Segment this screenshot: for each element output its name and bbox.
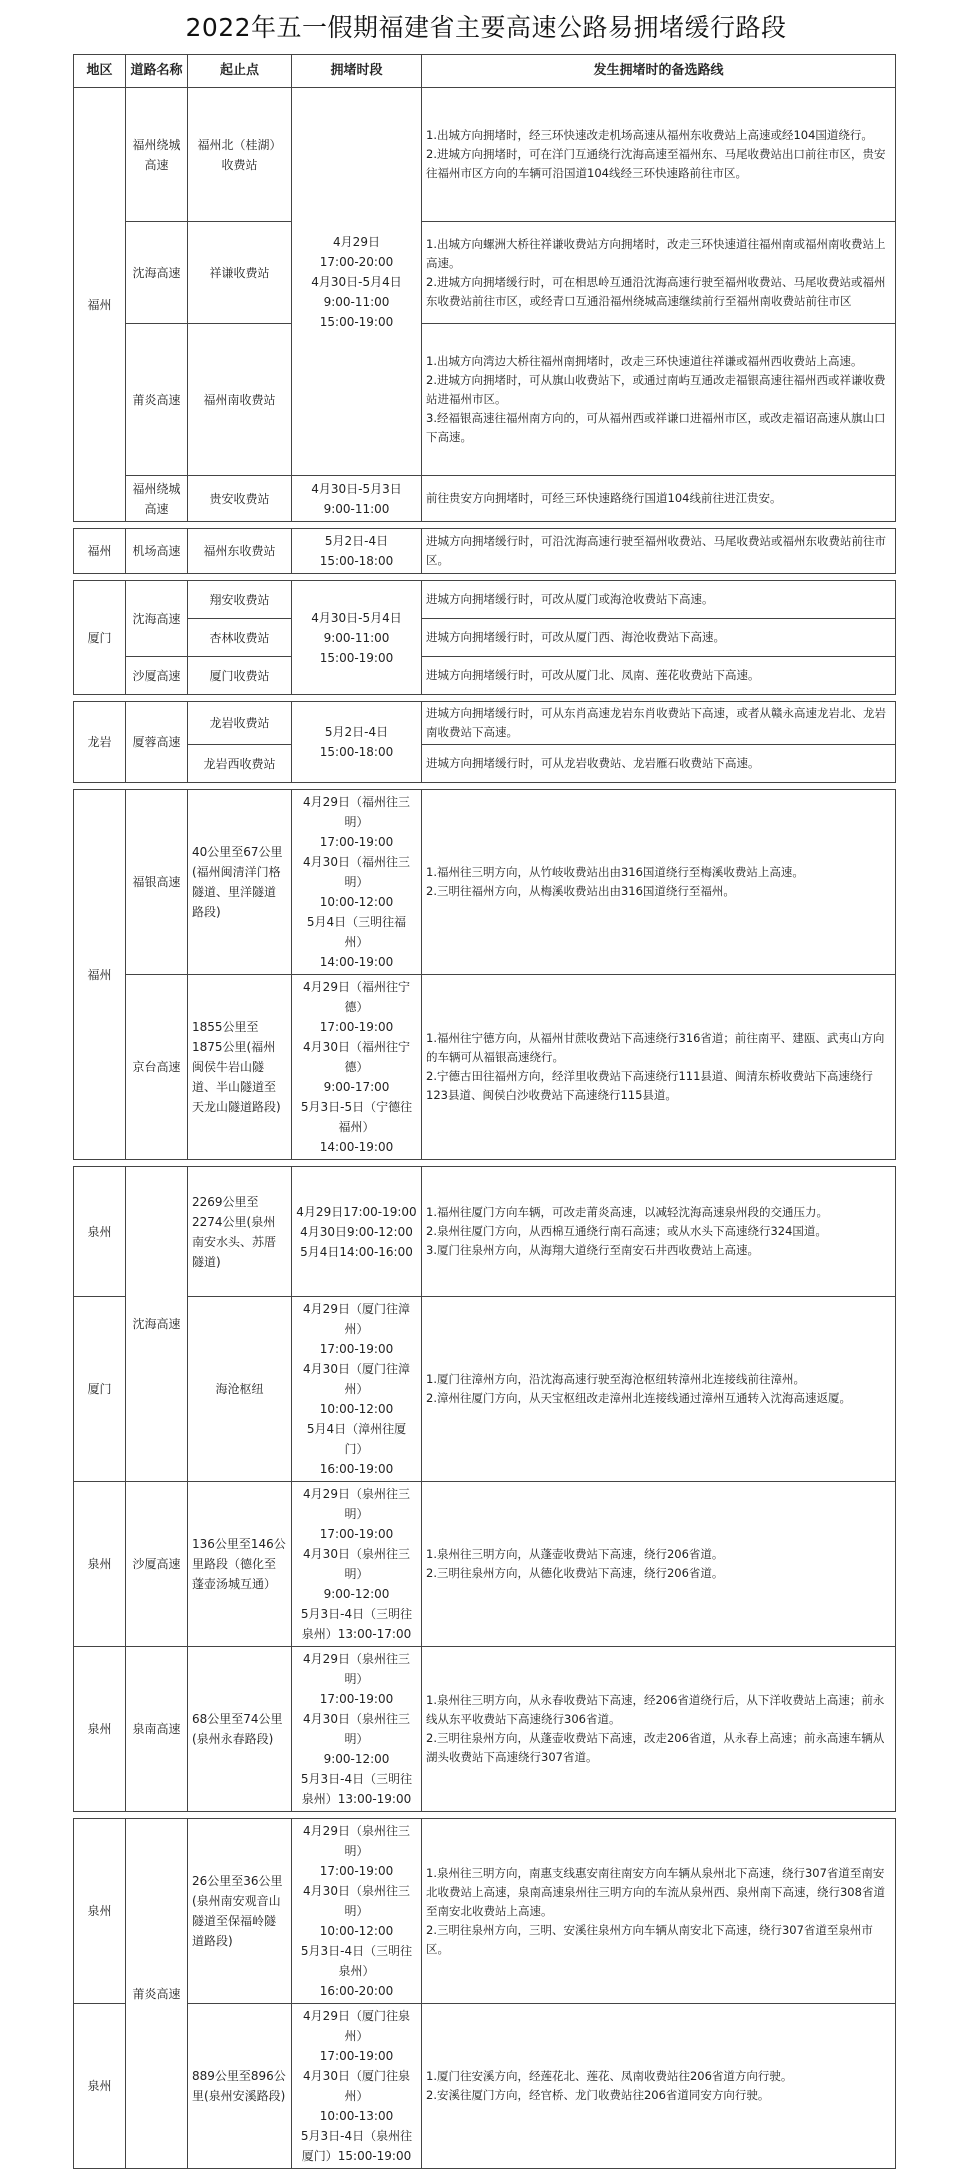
table-row bbox=[74, 702, 896, 745]
segment-cell: 福州东收费站 bbox=[188, 529, 292, 574]
segment-cell: 祥谦收费站 bbox=[188, 222, 292, 324]
table-row bbox=[74, 1482, 896, 1647]
table-row bbox=[74, 324, 896, 476]
table-row bbox=[74, 657, 896, 695]
segment-cell: 68公里至74公里(泉州永春路段) bbox=[188, 1647, 292, 1812]
segment-cell: 杏林收费站 bbox=[188, 619, 292, 657]
segment-cell: 1855公里至1875公里(福州闽侯牛岩山隧道、半山隧道至天龙山隧道路段) bbox=[188, 975, 292, 1160]
time-cell: 4月29日（泉州往三明） 17:00-19:00 4月30日（泉州往三明） 9:00-12:00 5月3日-4日（三明往泉州）13:00-17:00 bbox=[292, 1482, 422, 1647]
table-gap bbox=[74, 574, 896, 581]
segment-cell: 40公里至67公里(福州闽清洋门格隧道、里洋隧道路段) bbox=[188, 790, 292, 975]
route-cell: 前往贵安方向拥堵时，可经三环快速路绕行国道104线前往进江贵安。 bbox=[422, 476, 896, 522]
segment-cell: 厦门收费站 bbox=[188, 657, 292, 695]
time-cell: 4月29日（福州往宁德） 17:00-19:00 4月30日（福州往宁德） 9:00-17:00 5月3日-5日（宁德往福州） 14:00-19:00 bbox=[292, 975, 422, 1160]
segment-cell: 海沧枢纽 bbox=[188, 1297, 292, 1482]
road-cell: 机场高速 bbox=[126, 529, 188, 574]
time-cell: 4月29日（泉州往三明） 17:00-19:00 4月30日（泉州往三明） 10:00-12:00 5月3日-4日（三明往泉州） 16:00-20:00 bbox=[292, 1819, 422, 2004]
region-cell: 福州 bbox=[74, 790, 126, 1160]
table-row bbox=[74, 790, 896, 975]
route-cell: 1.出城方向螺洲大桥往祥谦收费站方向拥堵时，改走三环快速道往福州南或福州南收费站上高速。 2.进城方向拥堵缓行时，可在相思岭互通沿沈海高速行驶至福州收费站、马尾收费站或福州东收费站前往市区，或经青口互通沿福州绕城高速继续前行至福州南收费站前往市区 bbox=[422, 222, 896, 324]
road-cell: 福州绕城高速 bbox=[126, 476, 188, 522]
route-cell: 进城方向拥堵缓行时，可从东肖高速龙岩东肖收费站下高速，或者从赣永高速龙岩北、龙岩南收费站下高速。 bbox=[422, 702, 896, 745]
table-row bbox=[74, 2004, 896, 2169]
road-cell: 莆炎高速 bbox=[126, 1819, 188, 2169]
road-cell: 福银高速 bbox=[126, 790, 188, 975]
route-cell: 进城方向拥堵缓行时，可改从厦门北、凤南、莲花收费站下高速。 bbox=[422, 657, 896, 695]
road-cell: 沈海高速 bbox=[126, 581, 188, 657]
region-cell: 福州 bbox=[74, 88, 126, 522]
segment-cell: 136公里至146公里路段（德化至蓬壶汤城互通） bbox=[188, 1482, 292, 1647]
road-cell: 京台高速 bbox=[126, 975, 188, 1160]
time-cell: 4月29日（福州往三明） 17:00-19:00 4月30日（福州往三明） 10:00-12:00 5月4日（三明往福州） 14:00-19:00 bbox=[292, 790, 422, 975]
time-cell: 4月30日-5月4日 9:00-11:00 15:00-19:00 bbox=[292, 581, 422, 695]
table-gap bbox=[74, 1160, 896, 1167]
region-cell: 厦门 bbox=[74, 1297, 126, 1482]
road-cell: 沙厦高速 bbox=[126, 657, 188, 695]
table-header-row bbox=[74, 55, 896, 88]
road-cell: 泉南高速 bbox=[126, 1647, 188, 1812]
time-cell: 4月29日（厦门往泉州） 17:00-19:00 4月30日（厦门往泉州） 10:00-13:00 5月3日-4日（泉州往厦门）15:00-19:00 bbox=[292, 2004, 422, 2169]
table-gap bbox=[74, 695, 896, 702]
table-row bbox=[74, 88, 896, 222]
table-row bbox=[74, 975, 896, 1160]
time-cell: 5月2日-4日 15:00-18:00 bbox=[292, 702, 422, 783]
region-cell: 厦门 bbox=[74, 581, 126, 695]
congestion-table bbox=[73, 54, 896, 2169]
segment-cell: 贵安收费站 bbox=[188, 476, 292, 522]
segment-cell: 龙岩西收费站 bbox=[188, 745, 292, 783]
table-row bbox=[74, 1167, 896, 1297]
header-route: 发生拥堵时的备选路线 bbox=[422, 55, 896, 88]
route-cell: 1.泉州往三明方向，从永春收费站下高速，经206省道绕行后，从下洋收费站上高速；前永线从东平收费站下高速绕行306省道。 2.三明往泉州方向，从蓬壶收费站下高速，改走206省道，从永春上高速；前永高速车辆从湖头收费站下高速绕行307省道。 bbox=[422, 1647, 896, 1812]
time-cell: 4月29日 17:00-20:00 4月30日-5月4日 9:00-11:00 15:00-19:00 bbox=[292, 88, 422, 476]
route-cell: 1.厦门往安溪方向，经莲花北、莲花、凤南收费站往206省道方向行驶。 2.安溪往厦门方向，经官桥、龙门收费站往206省道同安方向行驶。 bbox=[422, 2004, 896, 2169]
table-row bbox=[74, 745, 896, 783]
road-cell: 福州绕城高速 bbox=[126, 88, 188, 222]
table-row bbox=[74, 529, 896, 574]
header-time: 拥堵时段 bbox=[292, 55, 422, 88]
road-cell: 莆炎高速 bbox=[126, 324, 188, 476]
time-cell: 5月2日-4日 15:00-18:00 bbox=[292, 529, 422, 574]
road-cell: 沈海高速 bbox=[126, 1167, 188, 1482]
header-region: 地区 bbox=[74, 55, 126, 88]
route-cell: 1.福州往三明方向，从竹岐收费站出由316国道绕行至梅溪收费站上高速。 2.三明往福州方向，从梅溪收费站出由316国道绕行至福州。 bbox=[422, 790, 896, 975]
time-cell: 4月30日-5月3日 9:00-11:00 bbox=[292, 476, 422, 522]
time-cell: 4月29日17:00-19:00 4月30日9:00-12:00 5月4日14:00-16:00 bbox=[292, 1167, 422, 1297]
segment-cell: 889公里至896公里(泉州安溪路段) bbox=[188, 2004, 292, 2169]
table-row bbox=[74, 581, 896, 619]
time-cell: 4月29日（泉州往三明） 17:00-19:00 4月30日（泉州往三明） 9:00-12:00 5月3日-4日（三明往泉州）13:00-19:00 bbox=[292, 1647, 422, 1812]
table-row bbox=[74, 1647, 896, 1812]
route-cell: 进城方向拥堵缓行时，可改从厦门或海沧收费站下高速。 bbox=[422, 581, 896, 619]
page-title: 2022年五一假期福建省主要高速公路易拥堵缓行路段 bbox=[185, 13, 787, 42]
road-cell: 沈海高速 bbox=[126, 222, 188, 324]
region-cell: 泉州 bbox=[74, 1819, 126, 2004]
region-cell: 泉州 bbox=[74, 2004, 126, 2169]
table-row bbox=[74, 619, 896, 657]
route-cell: 1.福州往厦门方向车辆，可改走莆炎高速，以减轻沈海高速泉州段的交通压力。 2.泉州往厦门方向，从西棉互通绕行南石高速；或从水头下高速绕行324国道。 3.厦门往泉州方向，从海翔大道绕行至南安石井西收费站上高速。 bbox=[422, 1167, 896, 1297]
segment-cell: 福州南收费站 bbox=[188, 324, 292, 476]
segment-cell: 龙岩收费站 bbox=[188, 702, 292, 745]
route-cell: 进城方向拥堵缓行时，可改从厦门西、海沧收费站下高速。 bbox=[422, 619, 896, 657]
region-cell: 福州 bbox=[74, 529, 126, 574]
route-cell: 1.出城方向湾边大桥往福州南拥堵时，改走三环快速道往祥谦或福州西收费站上高速。 2.进城方向拥堵时，可从旗山收费站下，或通过南屿互通改走福银高速往福州西或祥谦收费站进福州市区。 3.经福银高速往福州南方向的，可从福州西或祥谦口进福州市区，或改走福诏高速从旗山口下高速。 bbox=[422, 324, 896, 476]
route-cell: 1.泉州往三明方向，南惠支线惠安南往南安方向车辆从泉州北下高速，绕行307省道至南安北收费站上高速，泉南高速泉州往三明方向的车流从泉州西、泉州南下高速，绕行308省道至南安北收费站上高速。 2.三明往泉州方向，三明、安溪往泉州方向车辆从南安北下高速，绕行307省道至泉州市区。 bbox=[422, 1819, 896, 2004]
region-cell: 泉州 bbox=[74, 1647, 126, 1812]
time-cell: 4月29日（厦门往漳州） 17:00-19:00 4月30日（厦门往漳州） 10:00-12:00 5月4日（漳州往厦门） 16:00-19:00 bbox=[292, 1297, 422, 1482]
header-segment: 起止点 bbox=[188, 55, 292, 88]
segment-cell: 2269公里至2274公里(泉州南安水头、苏厝隧道) bbox=[188, 1167, 292, 1297]
table-row bbox=[74, 1297, 896, 1482]
table-row bbox=[74, 222, 896, 324]
segment-cell: 26公里至36公里(泉州南安观音山隧道至保福岭隧道路段) bbox=[188, 1819, 292, 2004]
route-cell: 1.厦门往漳州方向，沿沈海高速行驶至海沧枢纽转漳州北连接线前往漳州。 2.漳州往厦门方向，从天宝枢纽改走漳州北连接线通过漳州互通转入沈海高速返厦。 bbox=[422, 1297, 896, 1482]
segment-cell: 翔安收费站 bbox=[188, 581, 292, 619]
region-cell: 泉州 bbox=[74, 1167, 126, 1297]
region-cell: 泉州 bbox=[74, 1482, 126, 1647]
route-cell: 1.出城方向拥堵时，经三环快速改走机场高速从福州东收费站上高速或经104国道绕行。 2.进城方向拥堵时，可在洋门互通绕行沈海高速至福州东、马尾收费站出口前往市区，贵安往福州市区方向的车辆可沿国道104线经三环快速路前往市区。 bbox=[422, 88, 896, 222]
route-cell: 进城方向拥堵缓行时，可从龙岩收费站、龙岩雁石收费站下高速。 bbox=[422, 745, 896, 783]
table-gap bbox=[74, 522, 896, 529]
table-gap bbox=[74, 783, 896, 790]
segment-cell: 福州北（桂湖）收费站 bbox=[188, 88, 292, 222]
road-cell: 沙厦高速 bbox=[126, 1482, 188, 1647]
header-road: 道路名称 bbox=[126, 55, 188, 88]
table-row bbox=[74, 476, 896, 522]
road-cell: 厦蓉高速 bbox=[126, 702, 188, 783]
route-cell: 进城方向拥堵缓行时，可沿沈海高速行驶至福州收费站、马尾收费站或福州东收费站前往市区。 bbox=[422, 529, 896, 574]
region-cell: 龙岩 bbox=[74, 702, 126, 783]
route-cell: 1.福州往宁德方向，从福州甘蔗收费站下高速绕行316省道；前往南平、建瓯、武夷山方向的车辆可从福银高速绕行。 2.宁德古田往福州方向，经洋里收费站下高速绕行111县道、闽清东桥收费站下高速绕行123县道、闽侯白沙收费站下高速绕行115县道。 bbox=[422, 975, 896, 1160]
route-cell: 1.泉州往三明方向，从蓬壶收费站下高速，绕行206省道。 2.三明往泉州方向，从德化收费站下高速，绕行206省道。 bbox=[422, 1482, 896, 1647]
table-gap bbox=[74, 1812, 896, 1819]
table-row bbox=[74, 1819, 896, 2004]
